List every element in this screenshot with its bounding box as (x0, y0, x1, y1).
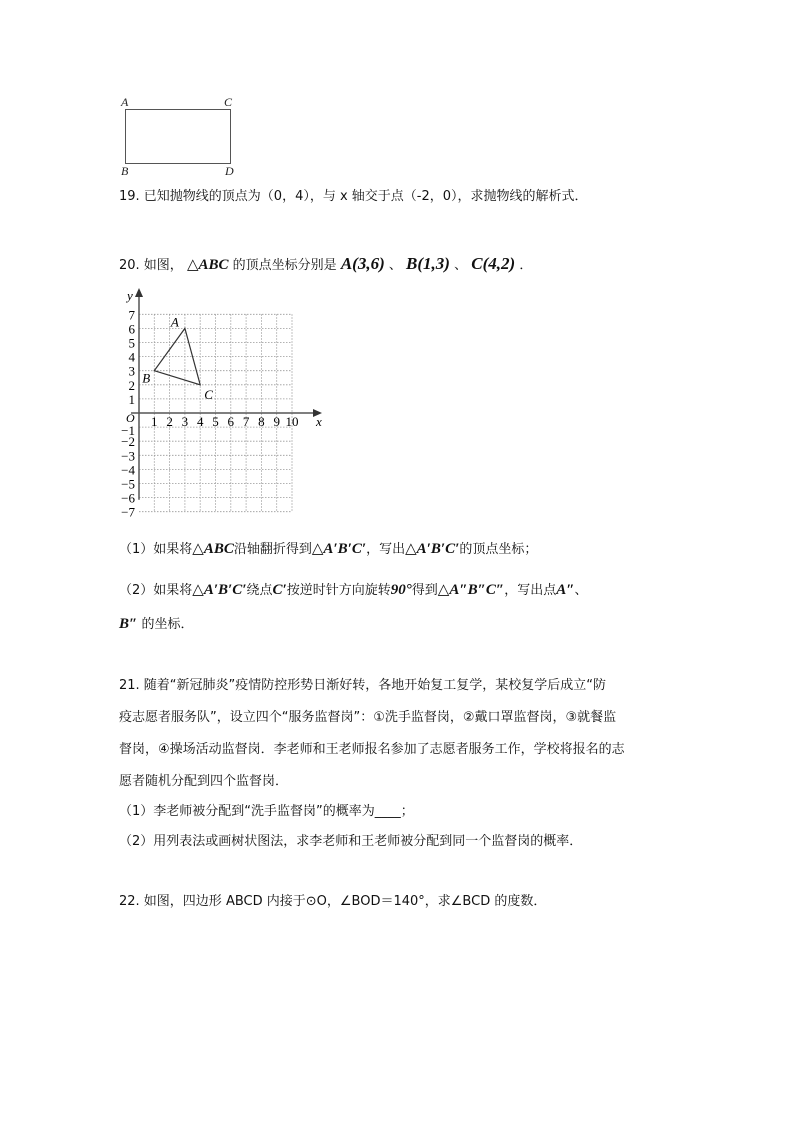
x-tick-label: 5 (212, 414, 219, 429)
y-tick-label: −1 (121, 423, 135, 439)
rectangle-abcd (125, 109, 231, 164)
origin-label: O (126, 411, 135, 425)
math-point-c: C(4,2) (471, 254, 516, 273)
math: C′ (272, 582, 287, 598)
y-tick-label: −4 (121, 462, 135, 478)
q20-part-1 (119, 540, 537, 559)
q21-part-2: （2）用列表法或画树状图法，求李老师和王老师被分配到同一个监督岗的概率． (119, 834, 583, 849)
y-tick-label: −6 (121, 490, 135, 506)
math: B″ (119, 616, 138, 632)
q21-line: 21. 随着“新冠肺炎”疫情防控形势日渐好转，各地开始复工复学，某校复学后成立“防 (119, 678, 607, 693)
y-tick-label: 2 (128, 377, 135, 393)
y-tick-label: 4 (128, 349, 135, 365)
text: ，写出 (366, 542, 406, 557)
text: （1）如果将 (119, 542, 193, 557)
x-tick-label: 8 (258, 414, 265, 429)
text: 、 (574, 583, 588, 598)
question-20 (119, 255, 532, 275)
y-tick-label: −3 (121, 448, 135, 464)
q21-line: 督岗，④操场活动监督岗．李老师和王老师报名参加了志愿者服务工作，学校将报名的志 (119, 742, 625, 757)
q21-line: 疫志愿者服务队”，设立四个“服务监督岗”：①洗手监督岗，②戴口罩监督岗，③就餐监 (119, 710, 617, 725)
x-tick-label: 10 (285, 414, 299, 429)
q21-part-1: （1）李老师被分配到“洗手监督岗”的概率为____； (119, 804, 414, 819)
label-a: A (121, 95, 129, 109)
separator: 、 (454, 258, 468, 273)
y-tick-label: 7 (128, 307, 135, 323)
q20-prefix: 20. 如图， (119, 258, 183, 273)
x-tick-label: 4 (196, 414, 204, 429)
q20-part-2-cont (119, 615, 193, 634)
y-axis-label: y (127, 288, 133, 303)
q21-line: 愿者随机分配到四个监督岗． (119, 774, 289, 789)
text: 沿轴翻折得到 (233, 542, 312, 557)
label-c: C (224, 95, 233, 109)
separator: 、 (388, 258, 402, 273)
q20-mid: 的顶点坐标分别是 (232, 258, 337, 273)
x-tick-label: 2 (166, 414, 173, 429)
period: ． (519, 258, 533, 273)
question-22: 22. 如图，四边形 ABCD 内接于⊙O，∠BOD＝140°，求∠BCD 的度数． (119, 894, 547, 909)
y-tick-label: 3 (128, 363, 135, 379)
x-tick-label: 3 (181, 414, 189, 429)
y-tick-label: 6 (128, 321, 135, 337)
y-tick-label: 5 (128, 335, 135, 351)
point-label-c: C (204, 386, 213, 402)
x-axis-label: x (316, 414, 322, 429)
text: 的顶点坐标； (459, 542, 538, 557)
math: △A′B′C′ (192, 582, 247, 598)
y-tick-label: −5 (121, 476, 135, 492)
label-d: D (225, 164, 234, 178)
text: 的坐标． (141, 617, 194, 632)
text: （2）如果将 (119, 583, 193, 598)
point-label-a: A (170, 314, 179, 330)
x-tick-label: 9 (273, 414, 280, 429)
math: A″ (556, 582, 575, 598)
question-19: 19. 已知抛物线的顶点为（0，4），与 x 轴交于点（-2，0），求抛物线的解析式． (119, 189, 588, 204)
math: △ABC (192, 541, 234, 557)
math: 90° (390, 582, 412, 598)
math-point-b: B(1,3) (406, 254, 450, 273)
y-tick-label: −2 (121, 434, 135, 450)
math: △A″B″C″ (437, 582, 505, 598)
text: 绕点 (246, 583, 273, 598)
label-b: B (121, 164, 129, 178)
x-tick-label: 6 (227, 414, 235, 429)
text: 按逆时针方向旋转 (286, 583, 391, 598)
x-tick-label: 1 (151, 414, 158, 429)
coordinate-grid (110, 285, 330, 530)
q20-part-2 (119, 581, 588, 600)
y-tick-label: 1 (128, 391, 135, 407)
math-triangle-abc: △ABC (186, 257, 229, 273)
point-label-b: B (142, 370, 151, 386)
math: △A′B′C′ (405, 541, 460, 557)
text: ，写出点 (504, 583, 557, 598)
text: 得到 (411, 583, 438, 598)
y-tick-label: −7 (121, 504, 135, 520)
math-point-a: A(3,6) (340, 254, 385, 273)
x-tick-label: 7 (242, 414, 250, 429)
y-axis-arrow (135, 288, 143, 297)
math: △A′B′C′ (311, 541, 367, 557)
